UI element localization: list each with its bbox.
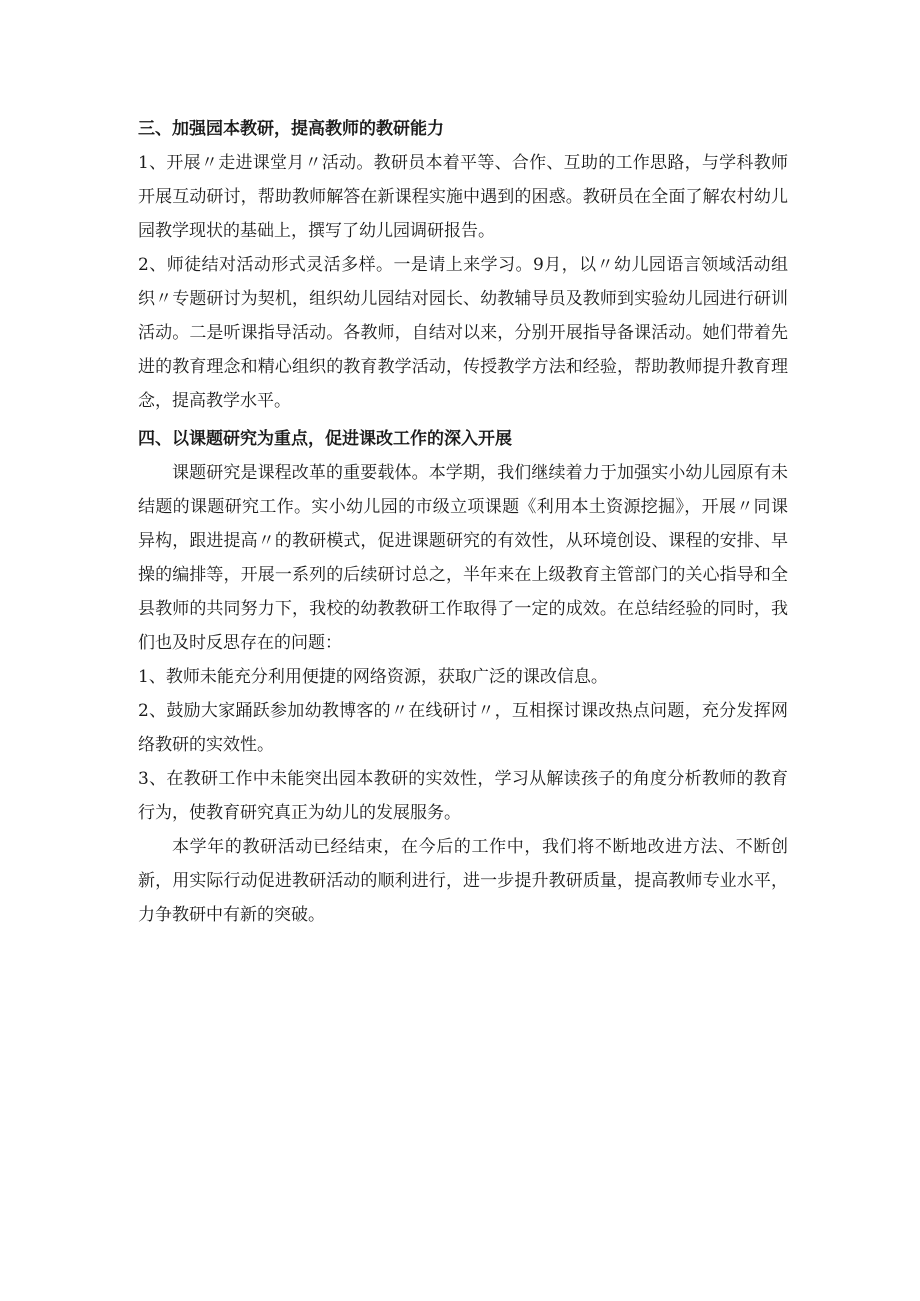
section-3-heading: 三、加强园本教研，提高教师的教研能力 bbox=[138, 119, 444, 139]
section-4-heading: 四、以课题研究为重点，促进课改工作的深入开展 bbox=[138, 429, 512, 449]
section-4-intro: 课题研究是课程改革的重要载体。本学期，我们继续着力于加强实小幼儿园原有未结题的课题研究工作。实小幼儿园的市级立项课题《利用本土资源挖掘》，开展〃同课异构，跟进提高〃的教研模式，促进课题研究的有效性，从环境创设、课程的安排、早操的编排等，开展一系列的后续研讨总之，半年来在上级教育主管部门的关心指导和全县教师的共同努力下，我校的幼教教研工作取得了一定的成效。在总结经验的同时，我们也及时反思存在的问题： bbox=[138, 463, 788, 653]
section-3-item-2: 2、师徒结对活动形式灵活多样。一是请上来学习。9月，以〃幼儿园语言领域活动组织〃专题研讨为契机，组织幼儿园结对园长、幼教辅导员及教师到实验幼儿园进行研训活动。二是听课指导活动。各教师，自结对以来，分别开展指导备课活动。她们带着先进的教育理念和精心组织的教育教学活动，传授教学方法和经验，帮助教师提升教育理念，提高教学水平。 bbox=[138, 255, 788, 411]
section-4-item-1: 1、教师未能充分利用便捷的网络资源，获取广泛的课改信息。 bbox=[138, 667, 608, 687]
document-page bbox=[138, 112, 788, 932]
section-3-item-1: 1、开展〃走进课堂月〃活动。教研员本着平等、合作、互助的工作思路，与学科教师开展互动研讨，帮助教师解答在新课程实施中遇到的困惑。教研员在全面了解农村幼儿园教学现状的基础上，撰写了幼儿园调研报告。 bbox=[138, 153, 788, 241]
section-4-item-3: 3、在教研工作中未能突出园本教研的实效性，学习从解读孩子的角度分析教师的教育行为，使教育研究真正为幼儿的发展服务。 bbox=[138, 769, 788, 823]
section-4-closing: 本学年的教研活动已经结束，在今后的工作中，我们将不断地改进方法、不断创新，用实际行动促进教研活动的顺利进行，进一步提升教研质量，提高教师专业水平，力争教研中有新的突破。 bbox=[138, 837, 788, 925]
section-4-item-2: 2、鼓励大家踊跃参加幼教博客的〃在线研讨〃，互相探讨课改热点问题，充分发挥网络教研的实效性。 bbox=[138, 701, 788, 755]
